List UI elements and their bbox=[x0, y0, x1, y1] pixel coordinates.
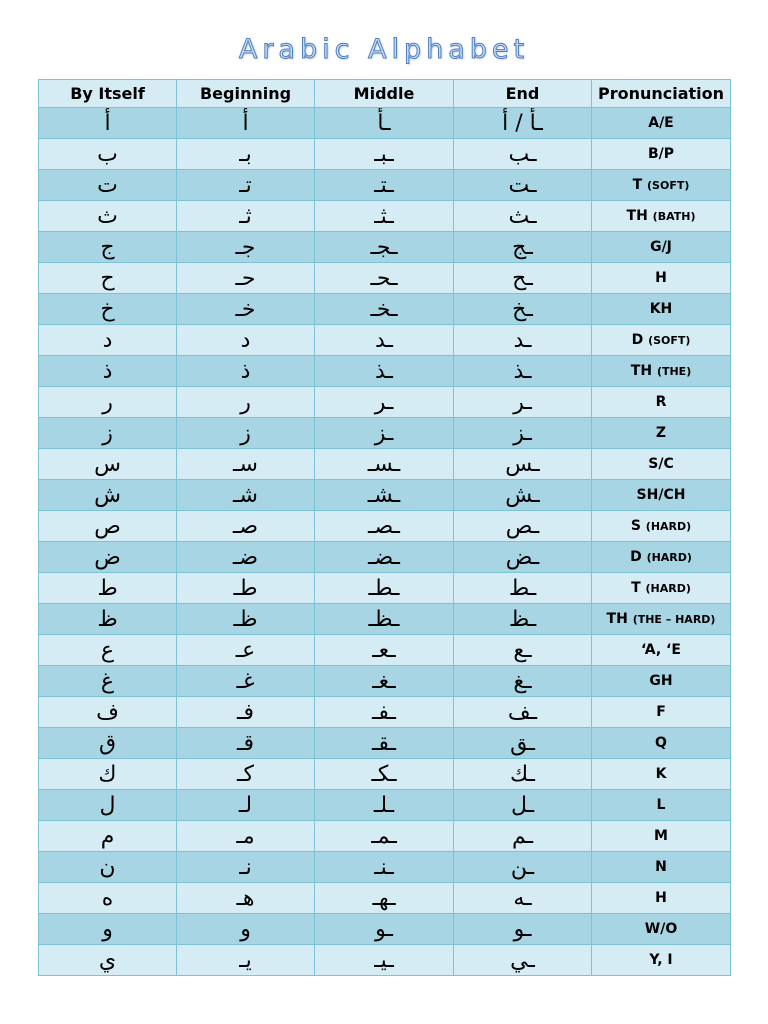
pronunciation-cell bbox=[592, 108, 731, 139]
letter-medial: ـجـ bbox=[315, 232, 454, 263]
pronunciation-text: GH bbox=[649, 673, 673, 689]
table-row bbox=[39, 511, 731, 542]
table-row bbox=[39, 759, 731, 790]
letter-final: ـم bbox=[454, 821, 592, 852]
letter-isolated: و bbox=[39, 914, 177, 945]
pronunciation-note: (HARD) bbox=[645, 520, 692, 533]
pronunciation-text: R bbox=[655, 394, 667, 410]
table-row bbox=[39, 387, 731, 418]
page-title: Arabic Alphabet bbox=[238, 34, 530, 65]
pronunciation-cell bbox=[592, 697, 731, 728]
pronunciation-text: W/O bbox=[644, 921, 678, 937]
letter-isolated: ج bbox=[39, 232, 177, 263]
pronunciation-cell bbox=[592, 666, 731, 697]
letter-medial: ـحـ bbox=[315, 263, 454, 294]
pronunciation-text: D bbox=[630, 549, 642, 565]
letter-medial: ـد bbox=[315, 325, 454, 356]
letter-final: ـش bbox=[454, 480, 592, 511]
letter-medial: ـثـ bbox=[315, 201, 454, 232]
pronunciation-text: SH/CH bbox=[636, 487, 686, 503]
pronunciation-text: ‘A, ‘E bbox=[641, 642, 681, 658]
letter-initial: بـ bbox=[177, 139, 315, 170]
pronunciation-cell bbox=[592, 418, 731, 449]
letter-initial: صـ bbox=[177, 511, 315, 542]
letter-isolated: ض bbox=[39, 542, 177, 573]
letter-final: ـت bbox=[454, 170, 592, 201]
letter-final: ـه bbox=[454, 883, 592, 914]
letter-final: ـذ bbox=[454, 356, 592, 387]
letter-initial: ز bbox=[177, 418, 315, 449]
header-middle: Middle bbox=[315, 80, 454, 108]
table-row bbox=[39, 573, 731, 604]
header-end: End bbox=[454, 80, 592, 108]
pronunciation-cell bbox=[592, 170, 731, 201]
letter-medial: ـلـ bbox=[315, 790, 454, 821]
table-row bbox=[39, 325, 731, 356]
letter-initial: يـ bbox=[177, 945, 315, 976]
table-row bbox=[39, 449, 731, 480]
pronunciation-cell bbox=[592, 232, 731, 263]
letter-medial: ـأ bbox=[315, 108, 454, 139]
letter-final: ـد bbox=[454, 325, 592, 356]
pronunciation-cell bbox=[592, 325, 731, 356]
letter-initial: قـ bbox=[177, 728, 315, 759]
table-row bbox=[39, 170, 731, 201]
table-row bbox=[39, 821, 731, 852]
letter-final: ـظ bbox=[454, 604, 592, 635]
pronunciation-cell bbox=[592, 139, 731, 170]
table-row bbox=[39, 542, 731, 573]
table-row bbox=[39, 790, 731, 821]
letter-isolated: ح bbox=[39, 263, 177, 294]
letter-final: ـغ bbox=[454, 666, 592, 697]
letter-medial: ـقـ bbox=[315, 728, 454, 759]
letter-isolated: ب bbox=[39, 139, 177, 170]
pronunciation-text: D bbox=[631, 332, 644, 348]
letter-initial: غـ bbox=[177, 666, 315, 697]
pronunciation-text: T bbox=[631, 580, 641, 596]
letter-medial: ـبـ bbox=[315, 139, 454, 170]
letter-medial: ـو bbox=[315, 914, 454, 945]
table-row bbox=[39, 697, 731, 728]
letter-isolated: س bbox=[39, 449, 177, 480]
letter-final: ـق bbox=[454, 728, 592, 759]
letter-final: ـأ / أ bbox=[454, 108, 592, 139]
pronunciation-text: TH bbox=[626, 208, 648, 224]
letter-final: ـل bbox=[454, 790, 592, 821]
letter-initial: نـ bbox=[177, 852, 315, 883]
letter-final: ـخ bbox=[454, 294, 592, 325]
table-row bbox=[39, 635, 731, 666]
pronunciation-text: TH bbox=[606, 611, 628, 627]
header-pronunciation: Pronunciation bbox=[592, 80, 731, 108]
letter-isolated: ت bbox=[39, 170, 177, 201]
letter-initial: حـ bbox=[177, 263, 315, 294]
pronunciation-text: K bbox=[655, 766, 667, 782]
pronunciation-cell bbox=[592, 573, 731, 604]
letter-isolated: ك bbox=[39, 759, 177, 790]
letter-medial: ـر bbox=[315, 387, 454, 418]
letter-isolated: ث bbox=[39, 201, 177, 232]
letter-final: ـث bbox=[454, 201, 592, 232]
letter-initial: لـ bbox=[177, 790, 315, 821]
header-by-itself: By Itself bbox=[39, 80, 177, 108]
pronunciation-cell bbox=[592, 263, 731, 294]
pronunciation-cell bbox=[592, 914, 731, 945]
pronunciation-text: Z bbox=[655, 425, 667, 441]
letter-final: ـض bbox=[454, 542, 592, 573]
alphabet-table bbox=[38, 79, 731, 976]
pronunciation-text: A/E bbox=[648, 115, 674, 131]
letter-initial: مـ bbox=[177, 821, 315, 852]
pronunciation-note: (BATH) bbox=[652, 210, 696, 223]
letter-initial: طـ bbox=[177, 573, 315, 604]
letter-initial: هـ bbox=[177, 883, 315, 914]
pronunciation-text: F bbox=[656, 704, 666, 720]
letter-isolated: ي bbox=[39, 945, 177, 976]
table-header-row bbox=[39, 80, 731, 108]
pronunciation-text: N bbox=[655, 859, 667, 875]
letter-isolated: ن bbox=[39, 852, 177, 883]
letter-medial: ـغـ bbox=[315, 666, 454, 697]
pronunciation-text: S/C bbox=[648, 456, 674, 472]
letter-initial: د bbox=[177, 325, 315, 356]
pronunciation-text: Q bbox=[655, 735, 667, 751]
table-row bbox=[39, 480, 731, 511]
letter-medial: ـفـ bbox=[315, 697, 454, 728]
pronunciation-text: H bbox=[655, 890, 667, 906]
pronunciation-cell bbox=[592, 449, 731, 480]
pronunciation-text: G/J bbox=[650, 239, 672, 255]
header-beginning: Beginning bbox=[177, 80, 315, 108]
table-row bbox=[39, 945, 731, 976]
letter-initial: ر bbox=[177, 387, 315, 418]
letter-initial: ضـ bbox=[177, 542, 315, 573]
pronunciation-note: (THE) bbox=[656, 365, 692, 378]
pronunciation-cell bbox=[592, 821, 731, 852]
pronunciation-cell bbox=[592, 294, 731, 325]
pronunciation-text: KH bbox=[649, 301, 673, 317]
letter-initial: أ bbox=[177, 108, 315, 139]
letter-initial: ذ bbox=[177, 356, 315, 387]
table-row bbox=[39, 852, 731, 883]
letter-isolated: ع bbox=[39, 635, 177, 666]
letter-medial: ـنـ bbox=[315, 852, 454, 883]
letter-initial: و bbox=[177, 914, 315, 945]
pronunciation-cell bbox=[592, 480, 731, 511]
letter-isolated: خ bbox=[39, 294, 177, 325]
letter-initial: جـ bbox=[177, 232, 315, 263]
letter-initial: كـ bbox=[177, 759, 315, 790]
letter-medial: ـعـ bbox=[315, 635, 454, 666]
letter-isolated: ر bbox=[39, 387, 177, 418]
pronunciation-text: TH bbox=[630, 363, 653, 379]
pronunciation-text: B/P bbox=[647, 146, 675, 162]
pronunciation-note: (SOFT) bbox=[647, 179, 690, 192]
letter-isolated: ف bbox=[39, 697, 177, 728]
table-row bbox=[39, 418, 731, 449]
letter-initial: عـ bbox=[177, 635, 315, 666]
letter-final: ـص bbox=[454, 511, 592, 542]
letter-final: ـي bbox=[454, 945, 592, 976]
pronunciation-cell bbox=[592, 852, 731, 883]
table-row bbox=[39, 139, 731, 170]
letter-isolated: د bbox=[39, 325, 177, 356]
letter-isolated: ط bbox=[39, 573, 177, 604]
letter-isolated: غ bbox=[39, 666, 177, 697]
table-row bbox=[39, 356, 731, 387]
letter-medial: ـهـ bbox=[315, 883, 454, 914]
pronunciation-cell bbox=[592, 883, 731, 914]
pronunciation-cell bbox=[592, 387, 731, 418]
table-row bbox=[39, 201, 731, 232]
letter-initial: فـ bbox=[177, 697, 315, 728]
letter-final: ـو bbox=[454, 914, 592, 945]
letter-final: ـك bbox=[454, 759, 592, 790]
table-row bbox=[39, 604, 731, 635]
letter-final: ـن bbox=[454, 852, 592, 883]
letter-medial: ـضـ bbox=[315, 542, 454, 573]
letter-initial: خـ bbox=[177, 294, 315, 325]
pronunciation-cell bbox=[592, 790, 731, 821]
pronunciation-cell bbox=[592, 635, 731, 666]
letter-isolated: ز bbox=[39, 418, 177, 449]
letter-medial: ـسـ bbox=[315, 449, 454, 480]
pronunciation-note: (SOFT) bbox=[648, 334, 691, 347]
table-row bbox=[39, 914, 731, 945]
pronunciation-cell bbox=[592, 201, 731, 232]
letter-initial: سـ bbox=[177, 449, 315, 480]
letter-final: ـس bbox=[454, 449, 592, 480]
letter-medial: ـكـ bbox=[315, 759, 454, 790]
letter-initial: ثـ bbox=[177, 201, 315, 232]
letter-isolated: ظ bbox=[39, 604, 177, 635]
pronunciation-text: M bbox=[654, 828, 668, 844]
letter-final: ـز bbox=[454, 418, 592, 449]
pronunciation-note: (THE – HARD) bbox=[632, 613, 716, 626]
pronunciation-cell bbox=[592, 542, 731, 573]
letter-isolated: م bbox=[39, 821, 177, 852]
pronunciation-cell bbox=[592, 728, 731, 759]
letter-isolated: أ bbox=[39, 108, 177, 139]
letter-final: ـج bbox=[454, 232, 592, 263]
table-row bbox=[39, 883, 731, 914]
table-row bbox=[39, 294, 731, 325]
table-row bbox=[39, 728, 731, 759]
letter-final: ـع bbox=[454, 635, 592, 666]
letter-isolated: ه bbox=[39, 883, 177, 914]
pronunciation-text: Y, I bbox=[649, 952, 673, 968]
pronunciation-text: T bbox=[632, 177, 643, 193]
letter-final: ـح bbox=[454, 263, 592, 294]
letter-initial: تـ bbox=[177, 170, 315, 201]
letter-medial: ـتـ bbox=[315, 170, 454, 201]
letter-medial: ـظـ bbox=[315, 604, 454, 635]
table-row bbox=[39, 263, 731, 294]
pronunciation-note: (HARD) bbox=[645, 582, 691, 595]
pronunciation-cell bbox=[592, 511, 731, 542]
letter-medial: ـذ bbox=[315, 356, 454, 387]
pronunciation-cell bbox=[592, 759, 731, 790]
table-row bbox=[39, 666, 731, 697]
letter-isolated: ص bbox=[39, 511, 177, 542]
letter-isolated: ذ bbox=[39, 356, 177, 387]
pronunciation-cell bbox=[592, 356, 731, 387]
letter-final: ـب bbox=[454, 139, 592, 170]
letter-medial: ـصـ bbox=[315, 511, 454, 542]
pronunciation-note: (HARD) bbox=[646, 551, 692, 564]
table-row bbox=[39, 108, 731, 139]
pronunciation-text: S bbox=[630, 518, 641, 534]
letter-final: ـط bbox=[454, 573, 592, 604]
letter-medial: ـمـ bbox=[315, 821, 454, 852]
letter-medial: ـطـ bbox=[315, 573, 454, 604]
letter-medial: ـشـ bbox=[315, 480, 454, 511]
letter-isolated: ل bbox=[39, 790, 177, 821]
pronunciation-text: H bbox=[655, 270, 667, 286]
pronunciation-cell bbox=[592, 604, 731, 635]
letter-final: ـف bbox=[454, 697, 592, 728]
letter-medial: ـز bbox=[315, 418, 454, 449]
letter-isolated: ش bbox=[39, 480, 177, 511]
letter-medial: ـيـ bbox=[315, 945, 454, 976]
pronunciation-text: L bbox=[656, 797, 666, 813]
table-row bbox=[39, 232, 731, 263]
letter-initial: شـ bbox=[177, 480, 315, 511]
pronunciation-cell bbox=[592, 945, 731, 976]
letter-medial: ـخـ bbox=[315, 294, 454, 325]
letter-initial: ظـ bbox=[177, 604, 315, 635]
letter-isolated: ق bbox=[39, 728, 177, 759]
letter-final: ـر bbox=[454, 387, 592, 418]
